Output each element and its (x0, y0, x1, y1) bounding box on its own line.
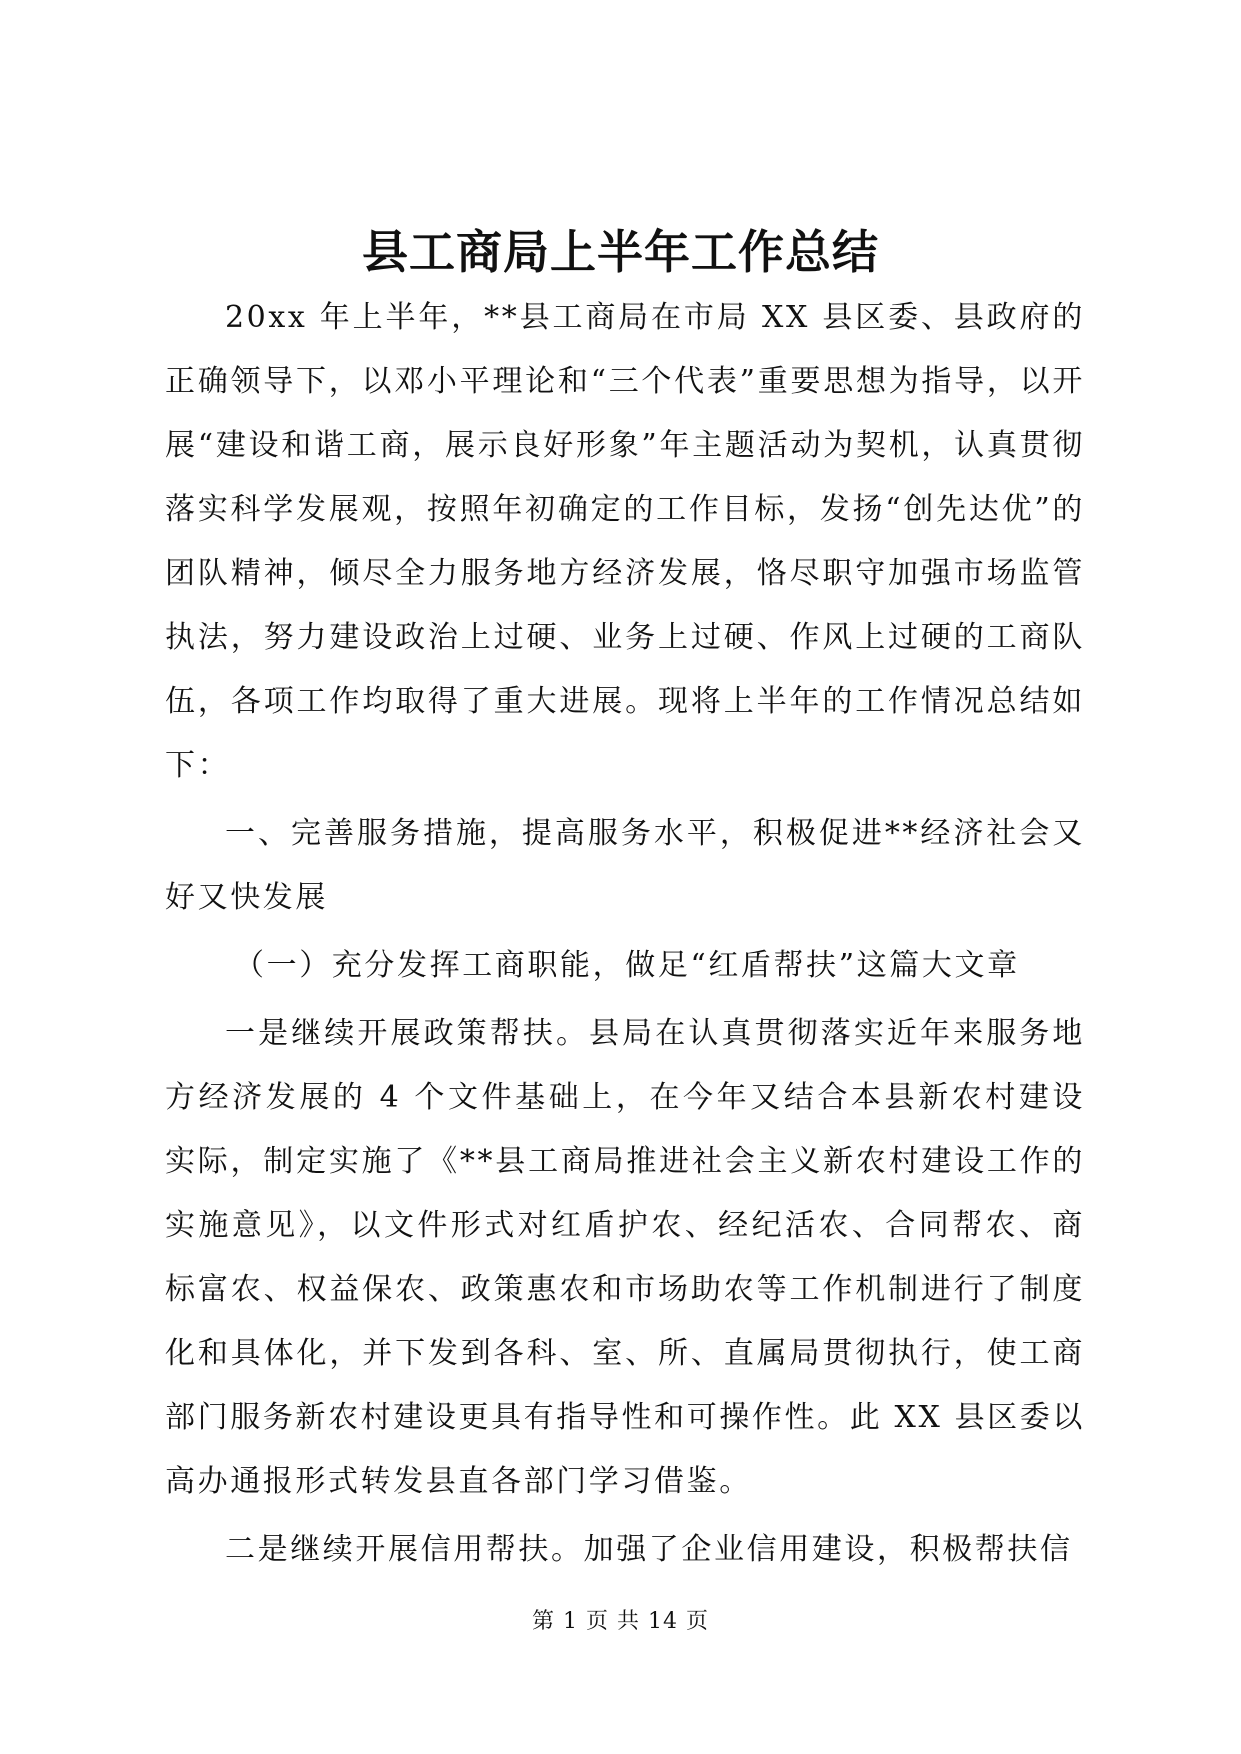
document-body (165, 286, 1085, 1586)
credit-support-paragraph: 二是继续开展信用帮扶。加强了企业信用建设，积极帮扶信 (225, 1532, 1073, 1567)
document-title: 县工商局上半年工作总结 (362, 225, 879, 279)
intro-paragraph: 20xx 年上半年，**县工商局在市局 XX 县区委、县政府的正确领导下，以邓小平理论和“三个代表”重要思想为指导，以开展“建设和谐工商，展示良好形象”年主题活动为契机，认真贯彻落实科学发展观，按照年初确定的工作目标，发扬“创先达优”的团队精神，倾尽全力服务地方经济发展，恪尽职守加强市场监管执法，努力建设政治上过硬、业务上过硬、作风上过硬的工商队伍，各项工作均取得了重大进展。现将上半年的工作情况总结如下： (165, 300, 1085, 783)
section-heading-1: 一、完善服务措施，提高服务水平，积极促进**经济社会又好又快发展 (165, 816, 1085, 915)
page-footer: 第 1 页 共 14 页 (532, 1609, 709, 1634)
policy-support-paragraph: 一是继续开展政策帮扶。县局在认真贯彻落实近年来服务地方经济发展的 4 个文件基础上，在今年又结合本县新农村建设实际，制定实施了《**县工商局推进社会主义新农村建设工作的实施意见》，以文件形式对红盾护农、经纪活农、合同帮农、商标富农、权益保农、政策惠农和市场助农等工作机制进行了制度化和具体化，并下发到各科、室、所、直属局贯彻执行，使工商部门服务新农村建设更具有指导性和可操作性。此 XX 县区委以高办通报形式转发县直各部门学习借鉴。 (165, 1016, 1085, 1499)
subsection-heading-1: （一）充分发挥工商职能，做足“红盾帮扶”这篇大文章 (234, 948, 1020, 983)
